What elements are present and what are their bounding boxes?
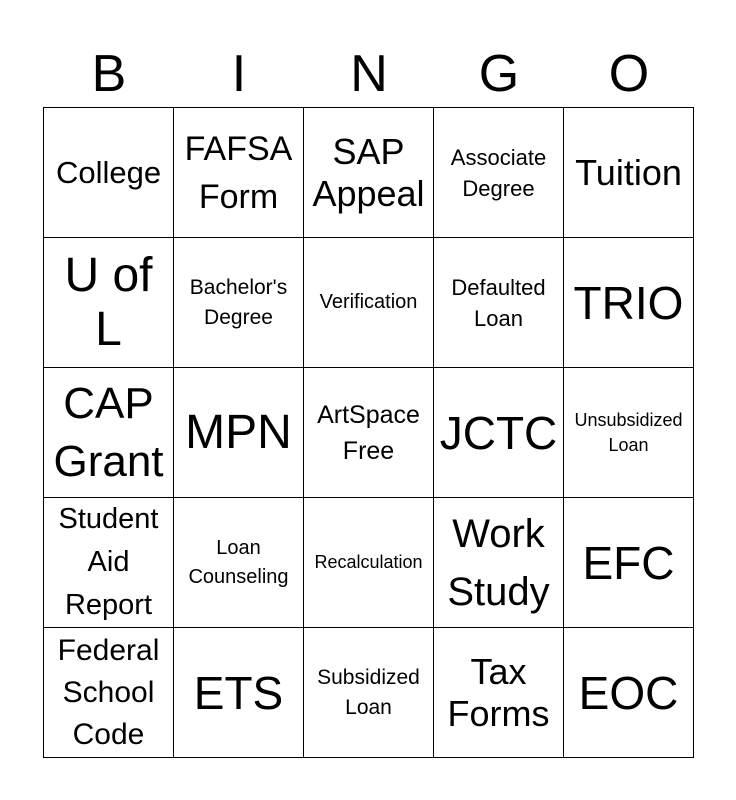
cell-label: Defaulted Loan — [451, 274, 546, 331]
bingo-cell-college[interactable] — [44, 108, 174, 238]
bingo-cell-efc[interactable] — [564, 498, 694, 628]
bingo-header — [44, 40, 694, 108]
bingo-cell-fafsa-form[interactable] — [174, 108, 304, 238]
bingo-cell-cap-grant[interactable] — [44, 368, 174, 498]
header-letter-i: I — [231, 45, 247, 103]
header-letter-b: B — [91, 45, 127, 103]
bingo-cell-loan-counseling[interactable] — [174, 498, 304, 628]
bingo-cell-verification[interactable] — [304, 238, 434, 368]
header-letter-o: O — [608, 45, 650, 103]
bingo-cell-defaulted-loan[interactable] — [434, 238, 564, 368]
bingo-cell-associate-degree[interactable] — [434, 108, 564, 238]
cell-label: TRIO — [573, 276, 684, 329]
cell-label: Unsubsidized Loan — [574, 409, 683, 455]
header-letter-g: G — [478, 45, 520, 103]
header-letter-n: N — [350, 45, 388, 103]
bingo-cell-work-study[interactable] — [434, 498, 564, 628]
bingo-cell-trio[interactable] — [564, 238, 694, 368]
cell-label: U of L — [64, 248, 153, 356]
cell-label: EFC — [582, 536, 675, 589]
cell-label: Associate Degree — [450, 144, 547, 201]
bingo-cell-federal-school-code[interactable] — [44, 628, 174, 758]
bingo-cell-bachelors-degree[interactable] — [174, 238, 304, 368]
cell-label: Subsidized Loan — [317, 665, 420, 719]
bingo-cell-ets[interactable] — [174, 628, 304, 758]
cell-label: Loan Counseling — [188, 536, 289, 588]
bingo-cell-student-aid-report[interactable] — [44, 498, 174, 628]
cell-label: CAP Grant — [53, 378, 164, 486]
cell-label: JCTC — [439, 406, 558, 459]
cell-label: Tax Forms — [447, 650, 550, 734]
cell-label: Verification — [319, 291, 418, 313]
bingo-cell-tax-forms[interactable] — [434, 628, 564, 758]
bingo-cell-subsidized-loan[interactable] — [304, 628, 434, 758]
cell-label: SAP Appeal — [312, 130, 425, 214]
bingo-cell-jctc[interactable] — [434, 368, 564, 498]
cell-label: ArtSpace Free — [317, 400, 420, 465]
bingo-cell-recalculation[interactable] — [304, 498, 434, 628]
cell-label: Student Aid Report — [58, 503, 159, 621]
cell-label: Bachelor's Degree — [189, 275, 288, 329]
bingo-cell-tuition[interactable] — [564, 108, 694, 238]
cell-label: Tuition — [575, 151, 682, 193]
cell-label: Federal School Code — [57, 633, 160, 751]
cell-label: Recalculation — [314, 552, 423, 572]
bingo-cell-eoc[interactable] — [564, 628, 694, 758]
cell-label: FAFSA Form — [184, 129, 293, 216]
bingo-board — [43, 107, 694, 758]
cell-label: ETS — [193, 666, 284, 719]
bingo-cell-u-of-l[interactable] — [44, 238, 174, 368]
bingo-cell-mpn[interactable] — [174, 368, 304, 498]
cell-label: EOC — [578, 666, 679, 719]
bingo-cell-artspace-free[interactable] — [304, 368, 434, 498]
bingo-cell-sap-appeal[interactable] — [304, 108, 434, 238]
cell-label: MPN — [185, 405, 292, 459]
bingo-cell-unsubsidized-loan[interactable] — [564, 368, 694, 498]
cell-label: Work Study — [447, 511, 550, 614]
cell-label: College — [55, 154, 162, 190]
